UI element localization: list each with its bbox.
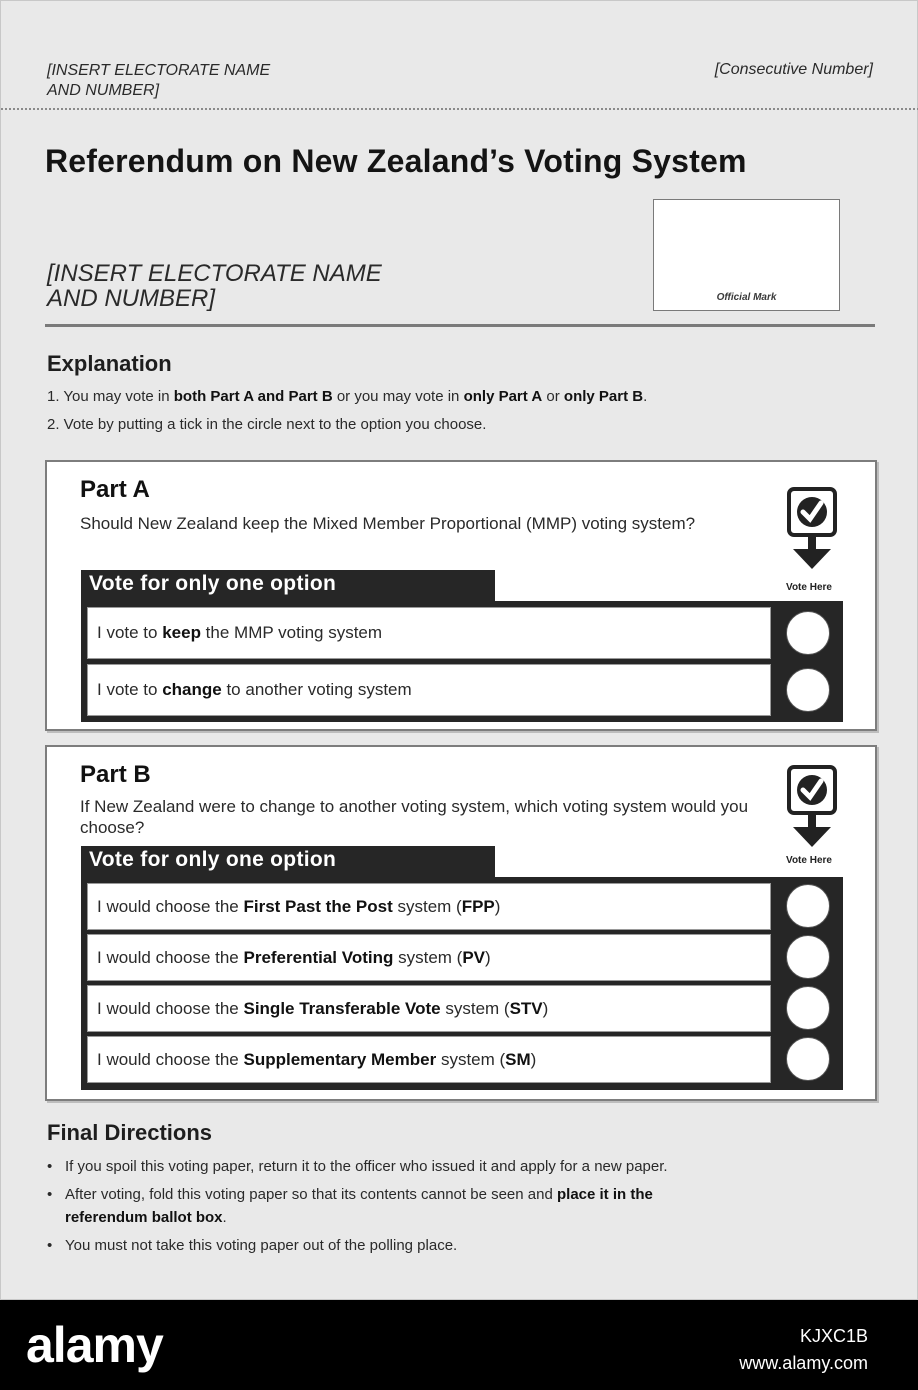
vote-circle-pv[interactable] — [786, 935, 830, 979]
part-b-title: Part B — [80, 761, 151, 788]
final-bullet-1: • If you spoil this voting paper, return it to the officer who issued it and apply for a new paper. — [47, 1158, 668, 1175]
part-a-box — [45, 460, 877, 731]
brand-logo: alamy — [26, 1317, 163, 1373]
vote-here-label: Vote Here — [786, 582, 832, 593]
vote-here-label: Vote Here — [786, 855, 832, 866]
part-b-option-fpp[interactable] — [87, 883, 771, 930]
part-b-option-sm[interactable] — [87, 1036, 771, 1083]
option-text: I would choose the First Past the Post system (FPP) — [97, 897, 501, 916]
tick-arrow-icon — [787, 487, 837, 576]
stock-footer — [0, 1300, 918, 1390]
divider — [45, 324, 875, 327]
part-b-options-panel — [81, 877, 843, 1090]
part-a-options-panel — [81, 601, 843, 722]
page-title: Referendum on New Zealand’s Voting System — [45, 143, 747, 179]
vote-circle-keep[interactable] — [786, 611, 830, 655]
option-text: I would choose the Single Transferable Vote system (STV) — [97, 999, 549, 1018]
explanation-heading: Explanation — [47, 351, 172, 376]
header-electorate — [47, 61, 270, 101]
part-a-title: Part A — [80, 476, 150, 503]
part-a-option-change[interactable] — [87, 664, 771, 716]
vote-circle-fpp[interactable] — [786, 884, 830, 928]
option-text: I vote to change to another voting system — [97, 680, 412, 699]
electorate-line1: [INSERT ELECTORATE NAME — [47, 260, 382, 287]
final-bullet-3: • You must not take this voting paper out of the polling place. — [47, 1237, 458, 1254]
electorate-name — [47, 261, 382, 311]
option-text: I would choose the Supplementary Member system (SM) — [97, 1050, 537, 1069]
vote-circle-change[interactable] — [786, 668, 830, 712]
part-b-option-stv[interactable] — [87, 985, 771, 1032]
part-a-option-keep[interactable] — [87, 607, 771, 659]
header-electorate-line1: [INSERT ELECTORATE NAME — [47, 62, 271, 79]
official-mark-box — [653, 199, 840, 311]
official-mark-label: Official Mark — [716, 292, 777, 303]
explanation-line-1: 1. You may vote in both Part A and Part B or you may vote in only Part A or only Part B. — [47, 388, 648, 405]
vote-one-option-header: Vote for only one option — [81, 846, 495, 877]
part-a-question: Should New Zealand keep the Mixed Member Proportional (MMP) voting system? — [80, 514, 696, 533]
part-b-question: If New Zealand were to change to another voting system, which voting system would you choose? — [80, 797, 749, 837]
image-code: KJXC1B — [799, 1326, 868, 1346]
vote-circle-sm[interactable] — [786, 1037, 830, 1081]
vote-circle-stv[interactable] — [786, 986, 830, 1030]
consecutive-number: [Consecutive Number] — [714, 61, 873, 78]
header-electorate-line2: AND NUMBER] — [47, 82, 160, 99]
option-text: I vote to keep the MMP voting system — [97, 623, 383, 642]
option-text: I would choose the Preferential Voting system (PV) — [97, 948, 491, 967]
tick-arrow-icon — [787, 765, 837, 854]
perforation-line — [1, 108, 918, 110]
final-directions-heading: Final Directions — [47, 1120, 213, 1145]
part-b-option-pv[interactable] — [87, 934, 771, 981]
part-b-box — [45, 745, 877, 1101]
vote-one-option-header: Vote for only one option — [81, 570, 495, 601]
explanation-line-2: 2. Vote by putting a tick in the circle next to the option you choose. — [47, 416, 487, 433]
electorate-line2: AND NUMBER] — [47, 285, 216, 312]
site-url: www.alamy.com — [739, 1353, 868, 1373]
final-bullet-2: • After voting, fold this voting paper so that its contents cannot be seen and place it in the referendum ballot box. — [47, 1186, 653, 1226]
